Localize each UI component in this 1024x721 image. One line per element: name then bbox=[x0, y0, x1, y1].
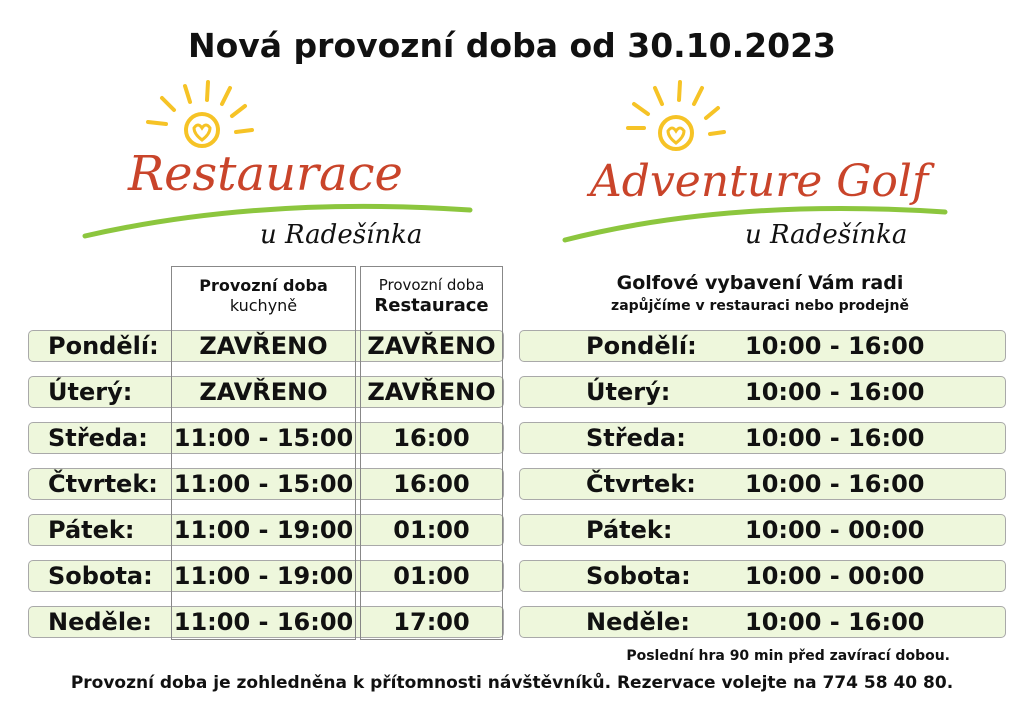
kitchen-hours: 11:00 - 15:00 bbox=[173, 424, 354, 452]
day-label: Pátek: bbox=[48, 516, 135, 544]
restaurant-column-header bbox=[360, 276, 503, 317]
restaurant-column bbox=[360, 266, 503, 640]
kitchen-header-line2: kuchyně bbox=[229, 296, 298, 315]
restaurace-logo bbox=[80, 78, 480, 253]
day-label: Neděle: bbox=[586, 608, 690, 636]
adventure-golf-logo bbox=[560, 78, 960, 253]
day-label: Pondělí: bbox=[586, 332, 697, 360]
day-label: Úterý: bbox=[48, 378, 133, 406]
golf-hours: 10:00 - 16:00 bbox=[745, 608, 925, 636]
day-label: Sobota: bbox=[586, 562, 691, 590]
restaurant-header-line2: Restaurace bbox=[374, 294, 489, 316]
page-title: Nová provozní doba od 30.10.2023 bbox=[187, 26, 837, 65]
kitchen-hours: 11:00 - 16:00 bbox=[173, 608, 354, 636]
day-label: Úterý: bbox=[586, 378, 671, 406]
golf-header: Golfové vybavení Vám radi bbox=[616, 272, 904, 294]
restaurant-hours: 16:00 bbox=[393, 470, 470, 498]
golf-hours: 10:00 - 00:00 bbox=[745, 516, 925, 544]
sun-icon bbox=[148, 82, 252, 146]
day-label: Středa: bbox=[48, 424, 148, 452]
day-label: Čtvrtek: bbox=[48, 470, 158, 498]
last-game-note: Poslední hra 90 min před zavírací dobou. bbox=[626, 648, 950, 664]
restaurant-hours: 17:00 bbox=[393, 608, 470, 636]
kitchen-column-header bbox=[171, 276, 356, 316]
kitchen-hours: 11:00 - 15:00 bbox=[173, 470, 354, 498]
golf-subheader: zapůjčíme v restauraci nebo prodejně bbox=[611, 298, 909, 314]
day-label: Čtvrtek: bbox=[586, 470, 696, 498]
logo-sub: u Radešínka bbox=[260, 220, 423, 250]
sun-icon bbox=[628, 82, 724, 149]
kitchen-hours: ZAVŘENO bbox=[199, 332, 328, 360]
golf-hours: 10:00 - 16:00 bbox=[745, 332, 925, 360]
golf-hours: 10:00 - 00:00 bbox=[745, 562, 925, 590]
day-label: Sobota: bbox=[48, 562, 153, 590]
kitchen-hours: ZAVŘENO bbox=[199, 378, 328, 406]
kitchen-header-line1: Provozní doba bbox=[199, 276, 328, 295]
restaurant-header-line1: Provozní doba bbox=[378, 276, 485, 294]
restaurant-hours: 16:00 bbox=[393, 424, 470, 452]
restaurant-hours: 01:00 bbox=[393, 562, 470, 590]
footer-note: Provozní doba je zohledněna k přítomnosti návštěvníků. Rezervace volejte na 774 58 40 80. bbox=[70, 673, 954, 693]
day-label: Pondělí: bbox=[48, 332, 159, 360]
logo-sub: u Radešínka bbox=[745, 220, 908, 250]
golf-hours: 10:00 - 16:00 bbox=[745, 378, 925, 406]
restaurant-hours: 01:00 bbox=[393, 516, 470, 544]
logo-name: Restaurace bbox=[128, 146, 403, 202]
day-label: Pátek: bbox=[586, 516, 673, 544]
golf-hours: 10:00 - 16:00 bbox=[745, 470, 925, 498]
kitchen-column bbox=[171, 266, 356, 640]
kitchen-hours: 11:00 - 19:00 bbox=[173, 562, 354, 590]
restaurant-hours: ZAVŘENO bbox=[367, 378, 496, 406]
day-label: Středa: bbox=[586, 424, 686, 452]
day-label: Neděle: bbox=[48, 608, 152, 636]
logo-name: Adventure Golf bbox=[590, 156, 929, 207]
kitchen-hours: 11:00 - 19:00 bbox=[173, 516, 354, 544]
restaurant-hours: ZAVŘENO bbox=[367, 332, 496, 360]
golf-hours: 10:00 - 16:00 bbox=[745, 424, 925, 452]
